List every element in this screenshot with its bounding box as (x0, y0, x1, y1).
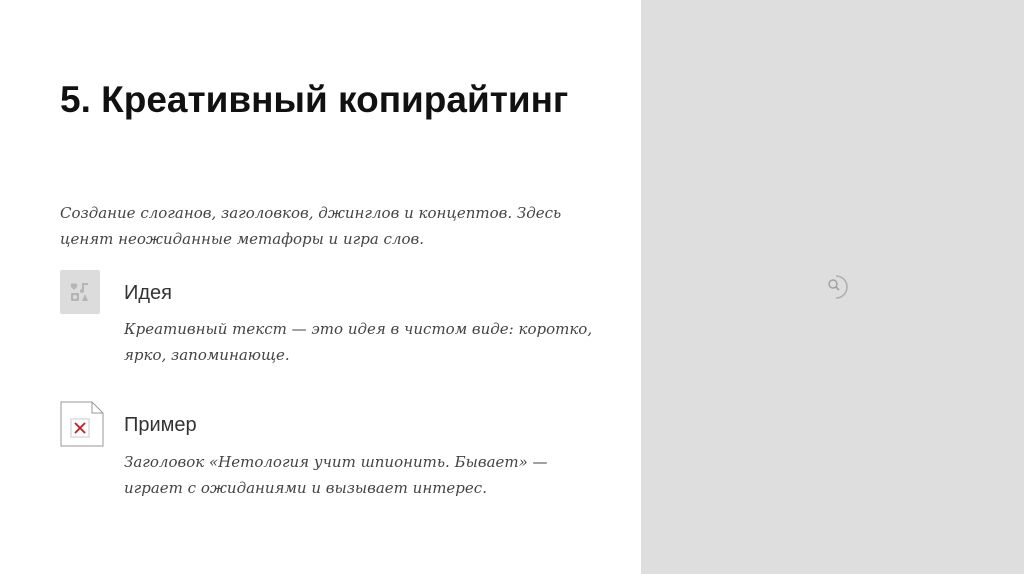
slide-intro-text: Создание слоганов, заголовков, джинглов и концептов. Здесь ценят неожиданные метафоры и игра слов. (60, 204, 562, 248)
block-text-idea: Креативный текст — это идея в чистом виде: коротко, ярко, запоминающе. (124, 320, 593, 364)
loading-magnifier-icon (824, 275, 848, 299)
creative-shapes-icon (60, 270, 100, 314)
broken-document-icon (60, 401, 100, 445)
slide-title: 5. Креативный копирайтинг (60, 79, 569, 120)
block-heading-example: Пример (124, 414, 197, 436)
block-heading-idea: Идея (124, 282, 172, 304)
block-text-example: Заголовок «Нетология учит шпионить. Бывает» — играет с ожиданиями и вызывает интерес. (124, 453, 548, 497)
